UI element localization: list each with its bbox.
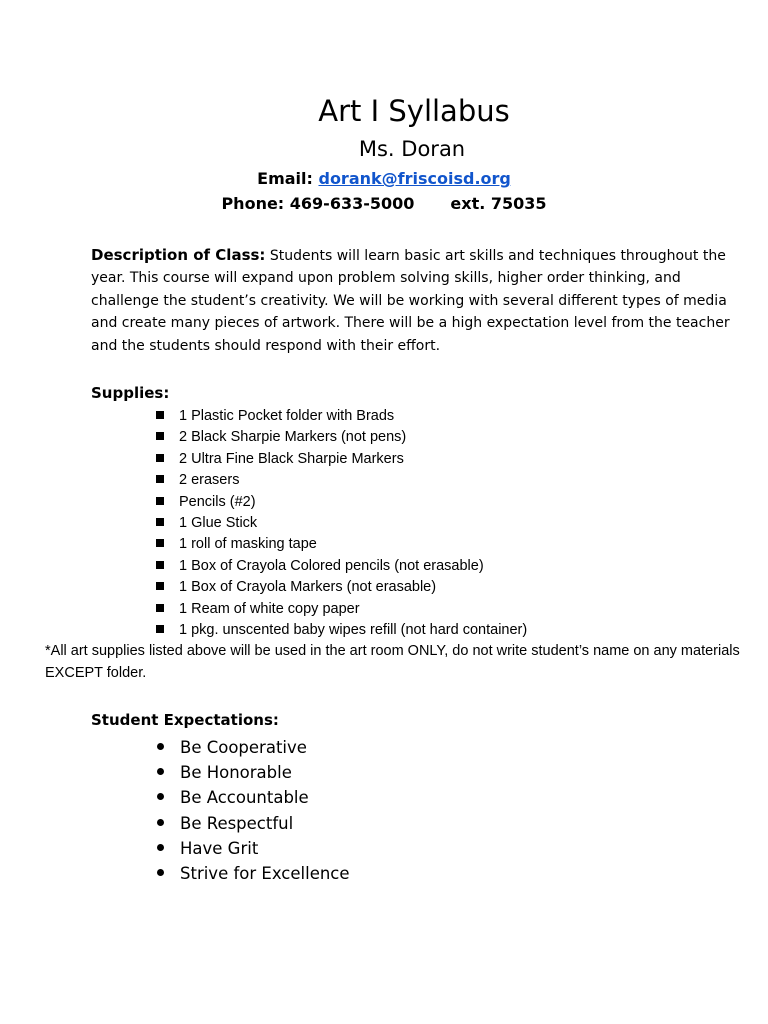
supply-item [156, 492, 527, 513]
supply-item-text: 1 roll of masking tape [179, 536, 317, 553]
expectations-list [157, 735, 350, 886]
teacher-name: Ms. Doran [358, 137, 466, 161]
expectation-item [157, 735, 350, 760]
supply-item [156, 556, 527, 577]
supply-item [156, 577, 527, 598]
square-bullet-icon [156, 604, 164, 612]
supply-item [156, 513, 527, 534]
square-bullet-icon [156, 432, 164, 440]
supply-item [156, 406, 527, 427]
supplies-note: *All art supplies listed above will be used in the art room ONLY, do not write student’s name on any materials EXCEPT folder. [45, 643, 740, 681]
supply-item [156, 470, 527, 491]
square-bullet-icon [156, 561, 164, 569]
square-bullet-icon [156, 518, 164, 526]
round-bullet-icon [157, 768, 164, 775]
supply-item [156, 534, 527, 555]
supply-item-text: 1 Plastic Pocket folder with Brads [179, 408, 395, 424]
round-bullet-icon [157, 743, 164, 750]
supply-item-text: 1 Ream of white copy paper [179, 600, 360, 617]
expectation-item [157, 785, 350, 810]
email-line [0, 169, 768, 188]
supply-item [156, 427, 527, 448]
expectation-item-text: Be Accountable [180, 788, 309, 808]
page-title: Art I Syllabus [318, 94, 510, 128]
supply-item-text: 2 Ultra Fine Black Sharpie Markers [179, 450, 404, 467]
supply-item [156, 599, 527, 620]
expectations-heading: Student Expectations: [91, 711, 279, 729]
supply-item-text: 2 erasers [179, 472, 240, 489]
email-link[interactable]: dorank@friscoisd.org [318, 169, 511, 188]
expectation-item-text: Have Grit [180, 838, 259, 858]
expectation-item [157, 836, 350, 861]
supply-item [156, 620, 527, 641]
square-bullet-icon [156, 539, 164, 547]
email-label: Email: [257, 169, 313, 188]
expectation-item [157, 760, 350, 785]
phone-number: 469-633-5000 [289, 194, 415, 213]
expectation-item-text: Be Respectful [180, 813, 294, 833]
square-bullet-icon [156, 454, 164, 462]
expectation-item-text: Strive for Excellence [180, 863, 350, 883]
description-label: Description of Class: [91, 246, 266, 264]
expectation-item [157, 861, 350, 886]
square-bullet-icon [156, 497, 164, 505]
supply-item [156, 449, 527, 470]
expectation-item-text: Be Honorable [180, 763, 292, 783]
phone-label: Phone: [221, 194, 285, 213]
square-bullet-icon [156, 411, 164, 419]
supply-item-text: Pencils (#2) [179, 493, 256, 510]
round-bullet-icon [157, 844, 164, 851]
square-bullet-icon [156, 582, 164, 590]
class-description [91, 244, 751, 357]
phone-extension: ext. 75035 [450, 194, 547, 213]
square-bullet-icon [156, 475, 164, 483]
round-bullet-icon [157, 793, 164, 800]
supply-item-text: 1 pkg. unscented baby wipes refill (not hard container) [179, 621, 528, 638]
supply-item-text: 1 Box of Crayola Markers (not erasable) [179, 579, 437, 596]
round-bullet-icon [157, 869, 164, 876]
supplies-heading: Supplies: [91, 384, 170, 402]
round-bullet-icon [157, 819, 164, 826]
supply-item-text: 1 Glue Stick [179, 514, 258, 531]
supplies-list [156, 406, 527, 641]
phone-line [0, 194, 768, 213]
supply-item-text: 1 Box of Crayola Colored pencils (not erasable) [179, 557, 484, 574]
description-text: Students will learn basic art skills and techniques throughout the year. This course will expand upon problem solving skills, higher order thinking, and challenge the student’s creativity. We will be working with several different types of media and create many pieces of artwork. There will be a high expectation level from the teacher and the students should respond with their effort. [91, 248, 730, 354]
expectation-item [157, 811, 350, 836]
square-bullet-icon [156, 625, 164, 633]
supply-item-text: 2 Black Sharpie Markers (not pens) [179, 429, 407, 446]
expectation-item-text: Be Cooperative [180, 738, 307, 757]
